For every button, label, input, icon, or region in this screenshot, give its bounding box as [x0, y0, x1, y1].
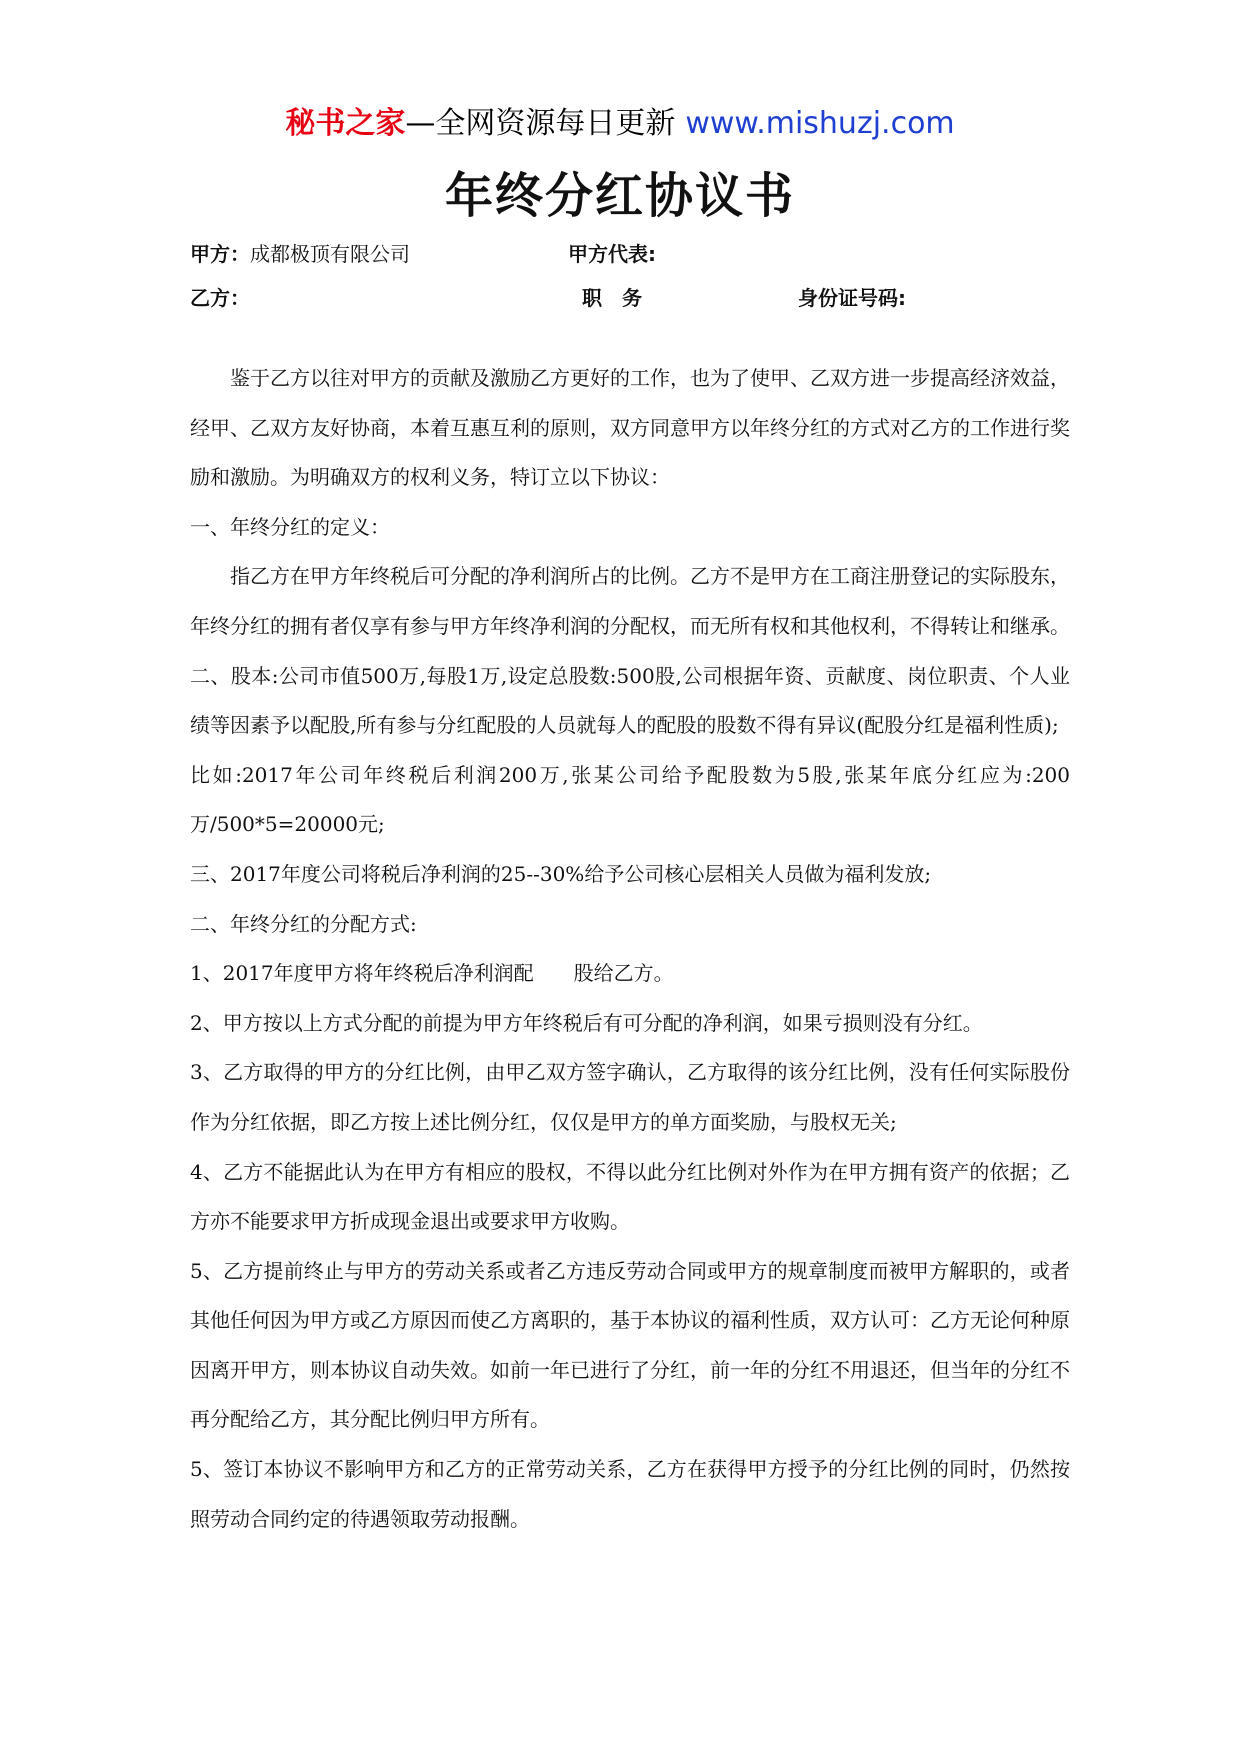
bonus-pool-paragraph: 三、2017年度公司将税后净利润的25--30%给予公司核心层相关人员做为福利发放; [190, 861, 932, 886]
preamble-paragraph: 鉴于乙方以往对甲方的贡献及激励乙方更好的工作，也为了使甲、乙双方进一步提高经济效益，经甲、乙双方友好协商，本着互惠互利的原则，双方同意甲方以年终分红的方式对乙方的工作进行奖励和激励。为明确双方的权利义务，特订立以下协议： [190, 366, 1070, 490]
id-number-label: 身份证号码: [798, 286, 906, 310]
party-a-row [190, 236, 1090, 272]
clause-1: 1、2017年度甲方将年终税后净利润配 股给乙方。 [190, 961, 674, 986]
party-b-label: 乙方： [190, 286, 250, 310]
site-header [0, 104, 1240, 144]
party-a-representative-label: 甲方代表: [568, 242, 656, 266]
agreement-body [190, 354, 1070, 1544]
definition-paragraph: 指乙方在甲方年终税后可分配的净利润所占的比例。乙方不是甲方在工商注册登记的实际股东，年终分红的拥有者仅享有参与甲方年终净利润的分配权，而无所有权和其他权利，不得转让和继承。 [190, 564, 1070, 638]
document-title: 年终分红协议书 [444, 168, 795, 224]
clause-5-labor-relation: 5、签订本协议不影响甲方和乙方的正常劳动关系，乙方在获得甲方授予的分红比例的同时，仍然按照劳动合同约定的待遇领取劳动报酬。 [190, 1457, 1070, 1531]
section-heading-distribution: 二、年终分红的分配方式: [190, 911, 417, 936]
party-b-row [190, 280, 1090, 316]
section-heading-definition: 一、年终分红的定义： [190, 514, 390, 539]
position-label: 职 务 [582, 286, 642, 310]
party-a-label: 甲方： [190, 242, 250, 266]
party-a-value: 成都极顶有限公司 [250, 242, 410, 266]
site-slogan: —全网资源每日更新 [405, 106, 676, 141]
share-capital-paragraph: 二、股本:公司市值500万,每股1万,设定总股数:500股,公司根据年资、贡献度、岗位职责、个人业绩等因素予以配股,所有参与分红配股的人员就每人的配股的股数不得有异议(配股分红是福利性质); [190, 663, 1070, 738]
clause-5-termination: 5、乙方提前终止与甲方的劳动关系或者乙方违反劳动合同或甲方的规章制度而被甲方解职的，或者其他任何因为甲方或乙方原因而使乙方离职的，基于本协议的福利性质，双方认可：乙方无论何种原因离开甲方，则本协议自动失效。如前一年已进行了分红，前一年的分红不用退还，但当年的分红不再分配给乙方，其分配比例归甲方所有。 [190, 1258, 1070, 1432]
brand-name: 秘书之家 [285, 106, 406, 141]
clause-2: 2、甲方按以上方式分配的前提为甲方年终税后有可分配的净利润，如果亏损则没有分红。 [190, 1010, 983, 1035]
clause-4: 4、乙方不能据此认为在甲方有相应的股权，不得以此分红比例对外作为在甲方拥有资产的依据；乙方亦不能要求甲方折成现金退出或要求甲方收购。 [190, 1159, 1070, 1234]
clause-3: 3、乙方取得的甲方的分红比例，由甲乙双方签字确认，乙方取得的该分红比例，没有任何实际股份作为分红依据，即乙方按上述比例分红，仅仅是甲方的单方面奖励，与股权无关; [190, 1060, 1070, 1134]
party-a [190, 236, 410, 272]
example-paragraph: 比如:2017年公司年终税后利润200万,张某公司给予配股数为5股,张某年底分红应为:200万/500*5=20000元; [190, 762, 1070, 837]
site-url[interactable]: www.mishuzj.com [685, 106, 955, 141]
